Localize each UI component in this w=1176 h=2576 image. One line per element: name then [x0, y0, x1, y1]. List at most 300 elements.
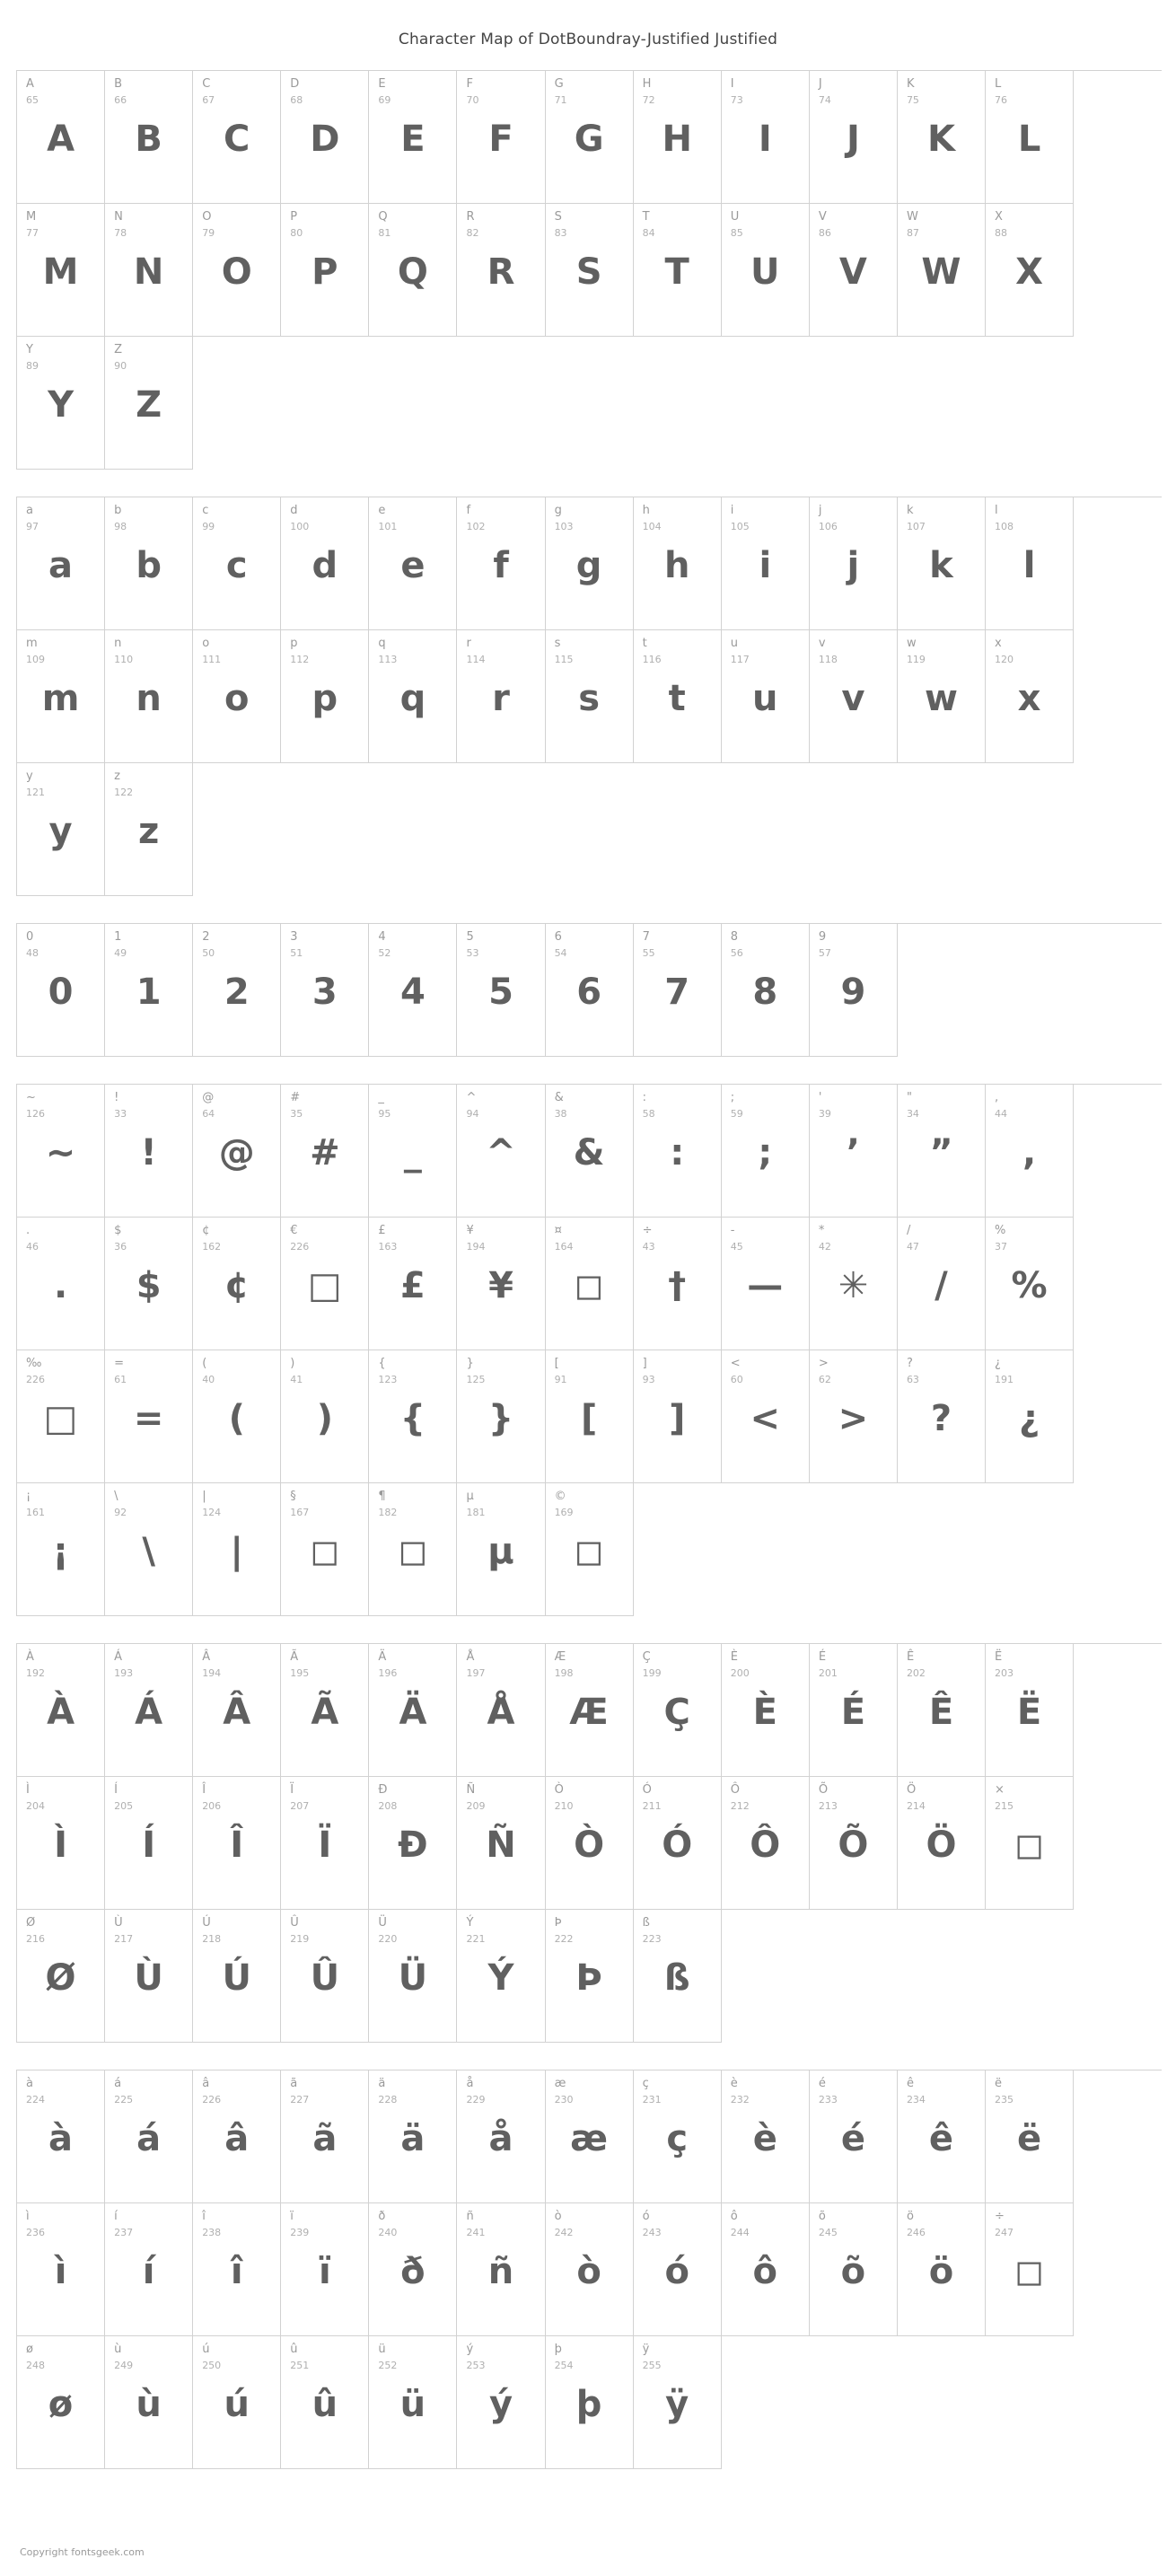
char-cell-glyph: ’	[846, 1132, 860, 1174]
char-cell-glyph: ◻	[1014, 1824, 1045, 1866]
char-cell-code: 255	[642, 2360, 662, 2371]
char-cell-code: 101	[378, 521, 398, 532]
char-cell[interactable]	[17, 924, 105, 1057]
char-cell[interactable]	[281, 1085, 369, 1218]
char-cell-glyph: â	[224, 2118, 250, 2159]
char-cell[interactable]	[369, 1483, 457, 1616]
char-cell[interactable]	[986, 630, 1074, 763]
char-cell[interactable]	[17, 1085, 105, 1218]
char-cell[interactable]	[546, 204, 634, 337]
char-cell-name: w	[906, 637, 917, 650]
char-cell[interactable]	[457, 1644, 545, 1777]
char-cell[interactable]	[898, 1350, 986, 1483]
char-cell-name: o	[202, 637, 210, 650]
char-cell[interactable]	[17, 1644, 105, 1777]
char-cell-name: F	[466, 77, 473, 91]
char-cell-glyph: {	[399, 1398, 426, 1439]
char-cell[interactable]	[457, 1218, 545, 1350]
char-cell-glyph: Ì	[54, 1824, 67, 1866]
char-cell[interactable]	[17, 1777, 105, 1910]
char-cell[interactable]	[634, 1777, 722, 1910]
char-cell-code: 81	[378, 227, 391, 239]
char-cell-name: _	[378, 1091, 384, 1104]
char-cell[interactable]	[457, 204, 545, 337]
char-cell[interactable]	[810, 204, 898, 337]
char-cell[interactable]	[105, 924, 193, 1057]
char-cell[interactable]	[898, 630, 986, 763]
char-cell[interactable]	[369, 1644, 457, 1777]
char-cell-code: 212	[730, 1800, 750, 1812]
char-cell[interactable]	[457, 2203, 545, 2336]
char-cell[interactable]	[17, 1218, 105, 1350]
char-cell-glyph: ö	[928, 2251, 954, 2292]
char-cell[interactable]	[281, 71, 369, 204]
char-cell[interactable]	[105, 204, 193, 337]
char-block-digits	[16, 923, 1162, 1057]
char-cell-glyph: ê	[928, 2118, 954, 2159]
char-cell-glyph: ø	[48, 2384, 74, 2425]
char-cell[interactable]	[634, 924, 722, 1057]
char-cell-code: 161	[26, 1507, 45, 1518]
char-cell-glyph: Þ	[575, 1957, 602, 1999]
char-cell-glyph: F	[488, 119, 513, 160]
char-cell-code: 121	[26, 787, 45, 798]
char-cell-name: e	[378, 504, 386, 517]
char-cell[interactable]	[281, 1218, 369, 1350]
char-cell[interactable]	[898, 1218, 986, 1350]
char-cell-name: Ë	[995, 1650, 1003, 1664]
char-cell[interactable]	[986, 1777, 1074, 1910]
char-cell[interactable]	[281, 924, 369, 1057]
char-cell[interactable]	[17, 2336, 105, 2469]
char-cell[interactable]	[722, 2203, 810, 2336]
char-cell[interactable]	[105, 1218, 193, 1350]
char-cell[interactable]	[105, 630, 193, 763]
char-cell[interactable]	[369, 2070, 457, 2203]
char-cell[interactable]	[898, 1644, 986, 1777]
char-cell[interactable]	[369, 1777, 457, 1910]
char-cell[interactable]	[193, 1218, 281, 1350]
char-cell-name: [	[554, 1357, 559, 1370]
char-cell[interactable]	[193, 630, 281, 763]
char-cell[interactable]	[634, 1644, 722, 1777]
char-cell[interactable]	[722, 924, 810, 1057]
char-cell-name: 8	[730, 930, 739, 944]
char-cell-glyph: #	[310, 1132, 340, 1174]
char-cell[interactable]	[193, 2203, 281, 2336]
char-cell-name: <	[730, 1357, 741, 1370]
char-cell[interactable]	[193, 1777, 281, 1910]
char-cell[interactable]	[810, 1350, 898, 1483]
char-cell-name: 6	[554, 930, 562, 944]
char-cell-glyph: B	[135, 119, 162, 160]
char-cell-name: S	[554, 210, 562, 224]
char-cell-code: 225	[114, 2094, 134, 2106]
char-cell-name: ê	[906, 2077, 914, 2090]
char-cell-glyph: ¿	[1018, 1398, 1040, 1439]
char-cell-name: Ò	[554, 1783, 564, 1797]
char-cell[interactable]	[722, 497, 810, 630]
char-cell[interactable]	[457, 1777, 545, 1910]
char-cell[interactable]	[634, 71, 722, 204]
char-cell[interactable]	[369, 497, 457, 630]
char-cell[interactable]	[105, 1777, 193, 1910]
char-cell[interactable]	[281, 2070, 369, 2203]
char-cell-name: r	[466, 637, 471, 650]
char-cell[interactable]	[634, 2203, 722, 2336]
char-cell[interactable]	[810, 2203, 898, 2336]
char-cell[interactable]	[17, 337, 105, 470]
char-cell[interactable]	[810, 497, 898, 630]
char-cell-name: }	[466, 1357, 474, 1370]
char-cell-code: 120	[995, 654, 1014, 665]
char-cell[interactable]	[457, 71, 545, 204]
char-cell[interactable]	[457, 1350, 545, 1483]
char-cell[interactable]	[634, 630, 722, 763]
char-cell-name: /	[906, 1224, 911, 1237]
char-cell-glyph: à	[48, 2118, 74, 2159]
char-block-uppercase-latin	[16, 70, 1162, 470]
char-cell-code: 195	[290, 1667, 310, 1679]
char-cell[interactable]	[634, 1085, 722, 1218]
char-cell[interactable]	[457, 497, 545, 630]
char-cell-code: 102	[466, 521, 486, 532]
char-cell[interactable]	[986, 1350, 1074, 1483]
char-cell[interactable]	[281, 630, 369, 763]
char-cell[interactable]	[457, 924, 545, 1057]
char-cell-code: 113	[378, 654, 398, 665]
char-cell[interactable]	[369, 2336, 457, 2469]
char-cell-name: Ú	[202, 1916, 211, 1930]
char-cell-name: Ê	[906, 1650, 915, 1664]
char-cell-name: p	[290, 637, 298, 650]
char-cell[interactable]	[546, 1350, 634, 1483]
char-cell-code: 239	[290, 2227, 310, 2238]
char-cell[interactable]	[810, 1777, 898, 1910]
char-cell[interactable]	[898, 497, 986, 630]
char-cell-code: 95	[378, 1108, 391, 1120]
char-cell-name: 1	[114, 930, 122, 944]
char-cell[interactable]	[634, 2336, 722, 2469]
char-cell[interactable]	[898, 204, 986, 337]
char-cell[interactable]	[193, 2070, 281, 2203]
char-cell[interactable]	[634, 1218, 722, 1350]
char-cell[interactable]	[457, 630, 545, 763]
char-cell[interactable]	[546, 2336, 634, 2469]
char-cell-code: 164	[554, 1241, 574, 1253]
char-cell-glyph: ú	[224, 2384, 250, 2425]
char-cell-name: Y	[26, 343, 33, 356]
char-cell-code: 54	[554, 947, 567, 959]
char-cell-code: 232	[730, 2094, 750, 2106]
char-cell-glyph: Ö	[926, 1824, 957, 1866]
char-cell-name: È	[730, 1650, 738, 1664]
char-cell-glyph: ç	[666, 2118, 689, 2159]
char-cell-glyph: H	[662, 119, 692, 160]
char-cell[interactable]	[722, 1085, 810, 1218]
char-cell[interactable]	[193, 497, 281, 630]
char-cell-code: 49	[114, 947, 127, 959]
char-cell[interactable]	[17, 497, 105, 630]
char-cell-glyph: q	[399, 678, 426, 719]
char-cell-code: 70	[466, 94, 479, 106]
char-cell[interactable]	[546, 2070, 634, 2203]
char-cell-name: W	[906, 210, 918, 224]
char-cell[interactable]	[546, 71, 634, 204]
char-cell[interactable]	[986, 71, 1074, 204]
char-cell[interactable]	[722, 1644, 810, 1777]
char-cell[interactable]	[546, 1644, 634, 1777]
char-cell[interactable]	[105, 337, 193, 470]
char-cell[interactable]	[722, 630, 810, 763]
char-cell[interactable]	[810, 71, 898, 204]
char-cell[interactable]	[17, 1483, 105, 1616]
char-cell-name: h	[642, 504, 650, 517]
char-cell-name: §	[290, 1490, 296, 1503]
char-cell-code: 104	[642, 521, 662, 532]
char-cell-code: 198	[554, 1667, 574, 1679]
char-cell-code: 107	[906, 521, 926, 532]
char-cell[interactable]	[898, 1777, 986, 1910]
char-cell-code: 234	[906, 2094, 926, 2106]
char-cell[interactable]	[546, 1085, 634, 1218]
char-cell-code: 89	[26, 360, 39, 372]
char-cell-glyph: Z	[136, 384, 162, 426]
char-cell[interactable]	[105, 763, 193, 896]
char-cell[interactable]	[546, 497, 634, 630]
char-cell-name: X	[995, 210, 1003, 224]
char-cell[interactable]	[634, 2070, 722, 2203]
char-cell[interactable]	[986, 2070, 1074, 2203]
char-cell[interactable]	[722, 1777, 810, 1910]
char-cell[interactable]	[281, 2203, 369, 2336]
char-cell[interactable]	[369, 1085, 457, 1218]
char-cell-code: 100	[290, 521, 310, 532]
char-cell[interactable]	[369, 1218, 457, 1350]
char-cell[interactable]	[546, 1218, 634, 1350]
char-cell[interactable]	[193, 1644, 281, 1777]
char-cell-code: 41	[290, 1374, 303, 1385]
char-cell[interactable]	[281, 1910, 369, 2043]
char-cell[interactable]	[898, 2070, 986, 2203]
char-cell-code: 169	[554, 1507, 574, 1518]
char-cell[interactable]	[105, 1644, 193, 1777]
char-cell[interactable]	[193, 1350, 281, 1483]
char-cell-code: 243	[642, 2227, 662, 2238]
char-cell-name: 3	[290, 930, 298, 944]
char-cell[interactable]	[810, 1644, 898, 1777]
char-cell[interactable]	[193, 71, 281, 204]
char-cell[interactable]	[369, 71, 457, 204]
char-cell[interactable]	[722, 1218, 810, 1350]
char-cell-name: *	[818, 1224, 825, 1237]
char-cell-glyph: I	[758, 119, 772, 160]
char-cell[interactable]	[17, 1910, 105, 2043]
char-cell-name: É	[818, 1650, 827, 1664]
char-cell-code: 78	[114, 227, 127, 239]
char-cell-glyph: j	[847, 545, 860, 586]
char-cell-name: ä	[378, 2077, 386, 2090]
char-cell[interactable]	[810, 2070, 898, 2203]
char-cell-code: 51	[290, 947, 303, 959]
char-cell[interactable]	[17, 1350, 105, 1483]
char-cell[interactable]	[369, 204, 457, 337]
char-cell-code: 213	[818, 1800, 838, 1812]
footer-copyright: Copyright fontsgeek.com	[20, 2546, 145, 2558]
char-cell-glyph: 0	[48, 971, 74, 1013]
char-cell-code: 73	[730, 94, 743, 106]
char-cell[interactable]	[546, 2203, 634, 2336]
char-cell[interactable]	[810, 924, 898, 1057]
char-cell[interactable]	[17, 2203, 105, 2336]
char-cell[interactable]	[193, 204, 281, 337]
char-cell-name: å	[466, 2077, 474, 2090]
char-cell[interactable]	[369, 1350, 457, 1483]
char-cell-glyph: w	[925, 678, 958, 719]
char-cell[interactable]	[546, 1777, 634, 1910]
char-cell[interactable]	[546, 924, 634, 1057]
char-cell-name: (	[202, 1357, 207, 1370]
char-cell-code: 66	[114, 94, 127, 106]
char-cell[interactable]	[546, 630, 634, 763]
char-cell[interactable]	[722, 2070, 810, 2203]
char-cell[interactable]	[722, 1350, 810, 1483]
char-cell[interactable]	[457, 2070, 545, 2203]
char-cell[interactable]	[810, 1085, 898, 1218]
char-cell[interactable]	[546, 1483, 634, 1616]
char-cell[interactable]	[986, 1218, 1074, 1350]
char-cell[interactable]	[105, 497, 193, 630]
char-cell-name: µ	[466, 1490, 474, 1503]
char-cell[interactable]	[193, 924, 281, 1057]
char-cell-glyph: ý	[488, 2384, 513, 2425]
char-cell[interactable]	[17, 204, 105, 337]
char-cell-glyph: Ø	[45, 1957, 76, 1999]
char-cell[interactable]	[281, 204, 369, 337]
char-cell[interactable]	[457, 1085, 545, 1218]
char-cell[interactable]	[898, 1085, 986, 1218]
char-cell-glyph: ◻	[574, 1265, 604, 1306]
char-cell-glyph: P	[312, 251, 338, 293]
char-cell-glyph: □	[43, 1398, 78, 1439]
char-cell-glyph: Ù	[134, 1957, 163, 1999]
char-cell-glyph: |	[230, 1531, 244, 1572]
char-cell[interactable]	[17, 763, 105, 896]
char-cell[interactable]	[634, 1350, 722, 1483]
char-cell[interactable]	[193, 1085, 281, 1218]
char-cell[interactable]	[105, 1483, 193, 1616]
char-cell[interactable]	[105, 71, 193, 204]
char-cell[interactable]	[722, 204, 810, 337]
char-cell-code: 45	[730, 1241, 743, 1253]
char-cell-name: j	[818, 504, 822, 517]
char-cell[interactable]	[369, 924, 457, 1057]
char-cell-code: 219	[290, 1933, 310, 1945]
char-cell-code: 40	[202, 1374, 215, 1385]
char-cell[interactable]	[193, 2336, 281, 2469]
char-cell-glyph: £	[400, 1265, 426, 1306]
char-cell-glyph: k	[929, 545, 953, 586]
char-cell-name: ¥	[466, 1224, 474, 1237]
char-cell[interactable]	[281, 2336, 369, 2469]
char-cell-name: y	[26, 769, 33, 783]
char-cell-name: |	[202, 1490, 206, 1503]
char-cell[interactable]	[898, 2203, 986, 2336]
char-cell[interactable]	[105, 1350, 193, 1483]
char-cell-code: 244	[730, 2227, 750, 2238]
char-cell[interactable]	[986, 2203, 1074, 2336]
char-cell[interactable]	[986, 204, 1074, 337]
char-cell[interactable]	[105, 2336, 193, 2469]
char-cell[interactable]	[634, 497, 722, 630]
char-cell[interactable]	[634, 1910, 722, 2043]
char-cell[interactable]	[810, 1218, 898, 1350]
char-cell-glyph: 3	[312, 971, 338, 1013]
char-cell[interactable]	[722, 71, 810, 204]
char-cell[interactable]	[810, 630, 898, 763]
char-cell-glyph: )	[316, 1398, 333, 1439]
char-cell-name: ø	[26, 2343, 33, 2356]
char-cell[interactable]	[105, 1910, 193, 2043]
char-cell[interactable]	[457, 1910, 545, 2043]
char-cell[interactable]	[17, 71, 105, 204]
char-cell-glyph: n	[136, 678, 162, 719]
char-cell-code: 47	[906, 1241, 919, 1253]
char-cell[interactable]	[369, 2203, 457, 2336]
char-cell[interactable]	[546, 1910, 634, 2043]
char-cell[interactable]	[369, 630, 457, 763]
char-cell-code: 97	[26, 521, 39, 532]
char-cell-code: 115	[554, 654, 574, 665]
char-cell[interactable]	[281, 1350, 369, 1483]
char-cell-glyph: p	[312, 678, 338, 719]
char-cell[interactable]	[193, 1910, 281, 2043]
char-cell[interactable]	[457, 2336, 545, 2469]
char-cell-glyph: ù	[136, 2384, 162, 2425]
char-cell[interactable]	[986, 1644, 1074, 1777]
char-cell-name: q	[378, 637, 386, 650]
char-cell-glyph: î	[230, 2251, 243, 2292]
char-cell[interactable]	[105, 1085, 193, 1218]
char-cell-name: Í	[114, 1783, 118, 1797]
char-cell-glyph: å	[488, 2118, 513, 2159]
char-cell[interactable]	[105, 2070, 193, 2203]
char-cell[interactable]	[105, 2203, 193, 2336]
char-cell[interactable]	[986, 1085, 1074, 1218]
char-cell[interactable]	[898, 71, 986, 204]
char-cell-code: 193	[114, 1667, 134, 1679]
char-cell-glyph: Ñ	[486, 1824, 516, 1866]
char-cell[interactable]	[457, 1483, 545, 1616]
char-cell[interactable]	[634, 204, 722, 337]
char-cell-code: 77	[26, 227, 39, 239]
char-cell-code: 197	[466, 1667, 486, 1679]
char-block-punctuation-symbols	[16, 1084, 1162, 1616]
char-cell-code: 110	[114, 654, 134, 665]
char-cell[interactable]	[281, 1777, 369, 1910]
char-cell[interactable]	[17, 630, 105, 763]
char-cell[interactable]	[281, 1483, 369, 1616]
char-cell[interactable]	[281, 497, 369, 630]
char-cell[interactable]	[17, 2070, 105, 2203]
char-cell[interactable]	[986, 497, 1074, 630]
char-cell-code: 207	[290, 1800, 310, 1812]
char-cell[interactable]	[369, 1910, 457, 2043]
char-cell[interactable]	[193, 1483, 281, 1616]
char-cell[interactable]	[281, 1644, 369, 1777]
char-cell-glyph: W	[921, 251, 961, 293]
char-cell-glyph: a	[48, 545, 74, 586]
